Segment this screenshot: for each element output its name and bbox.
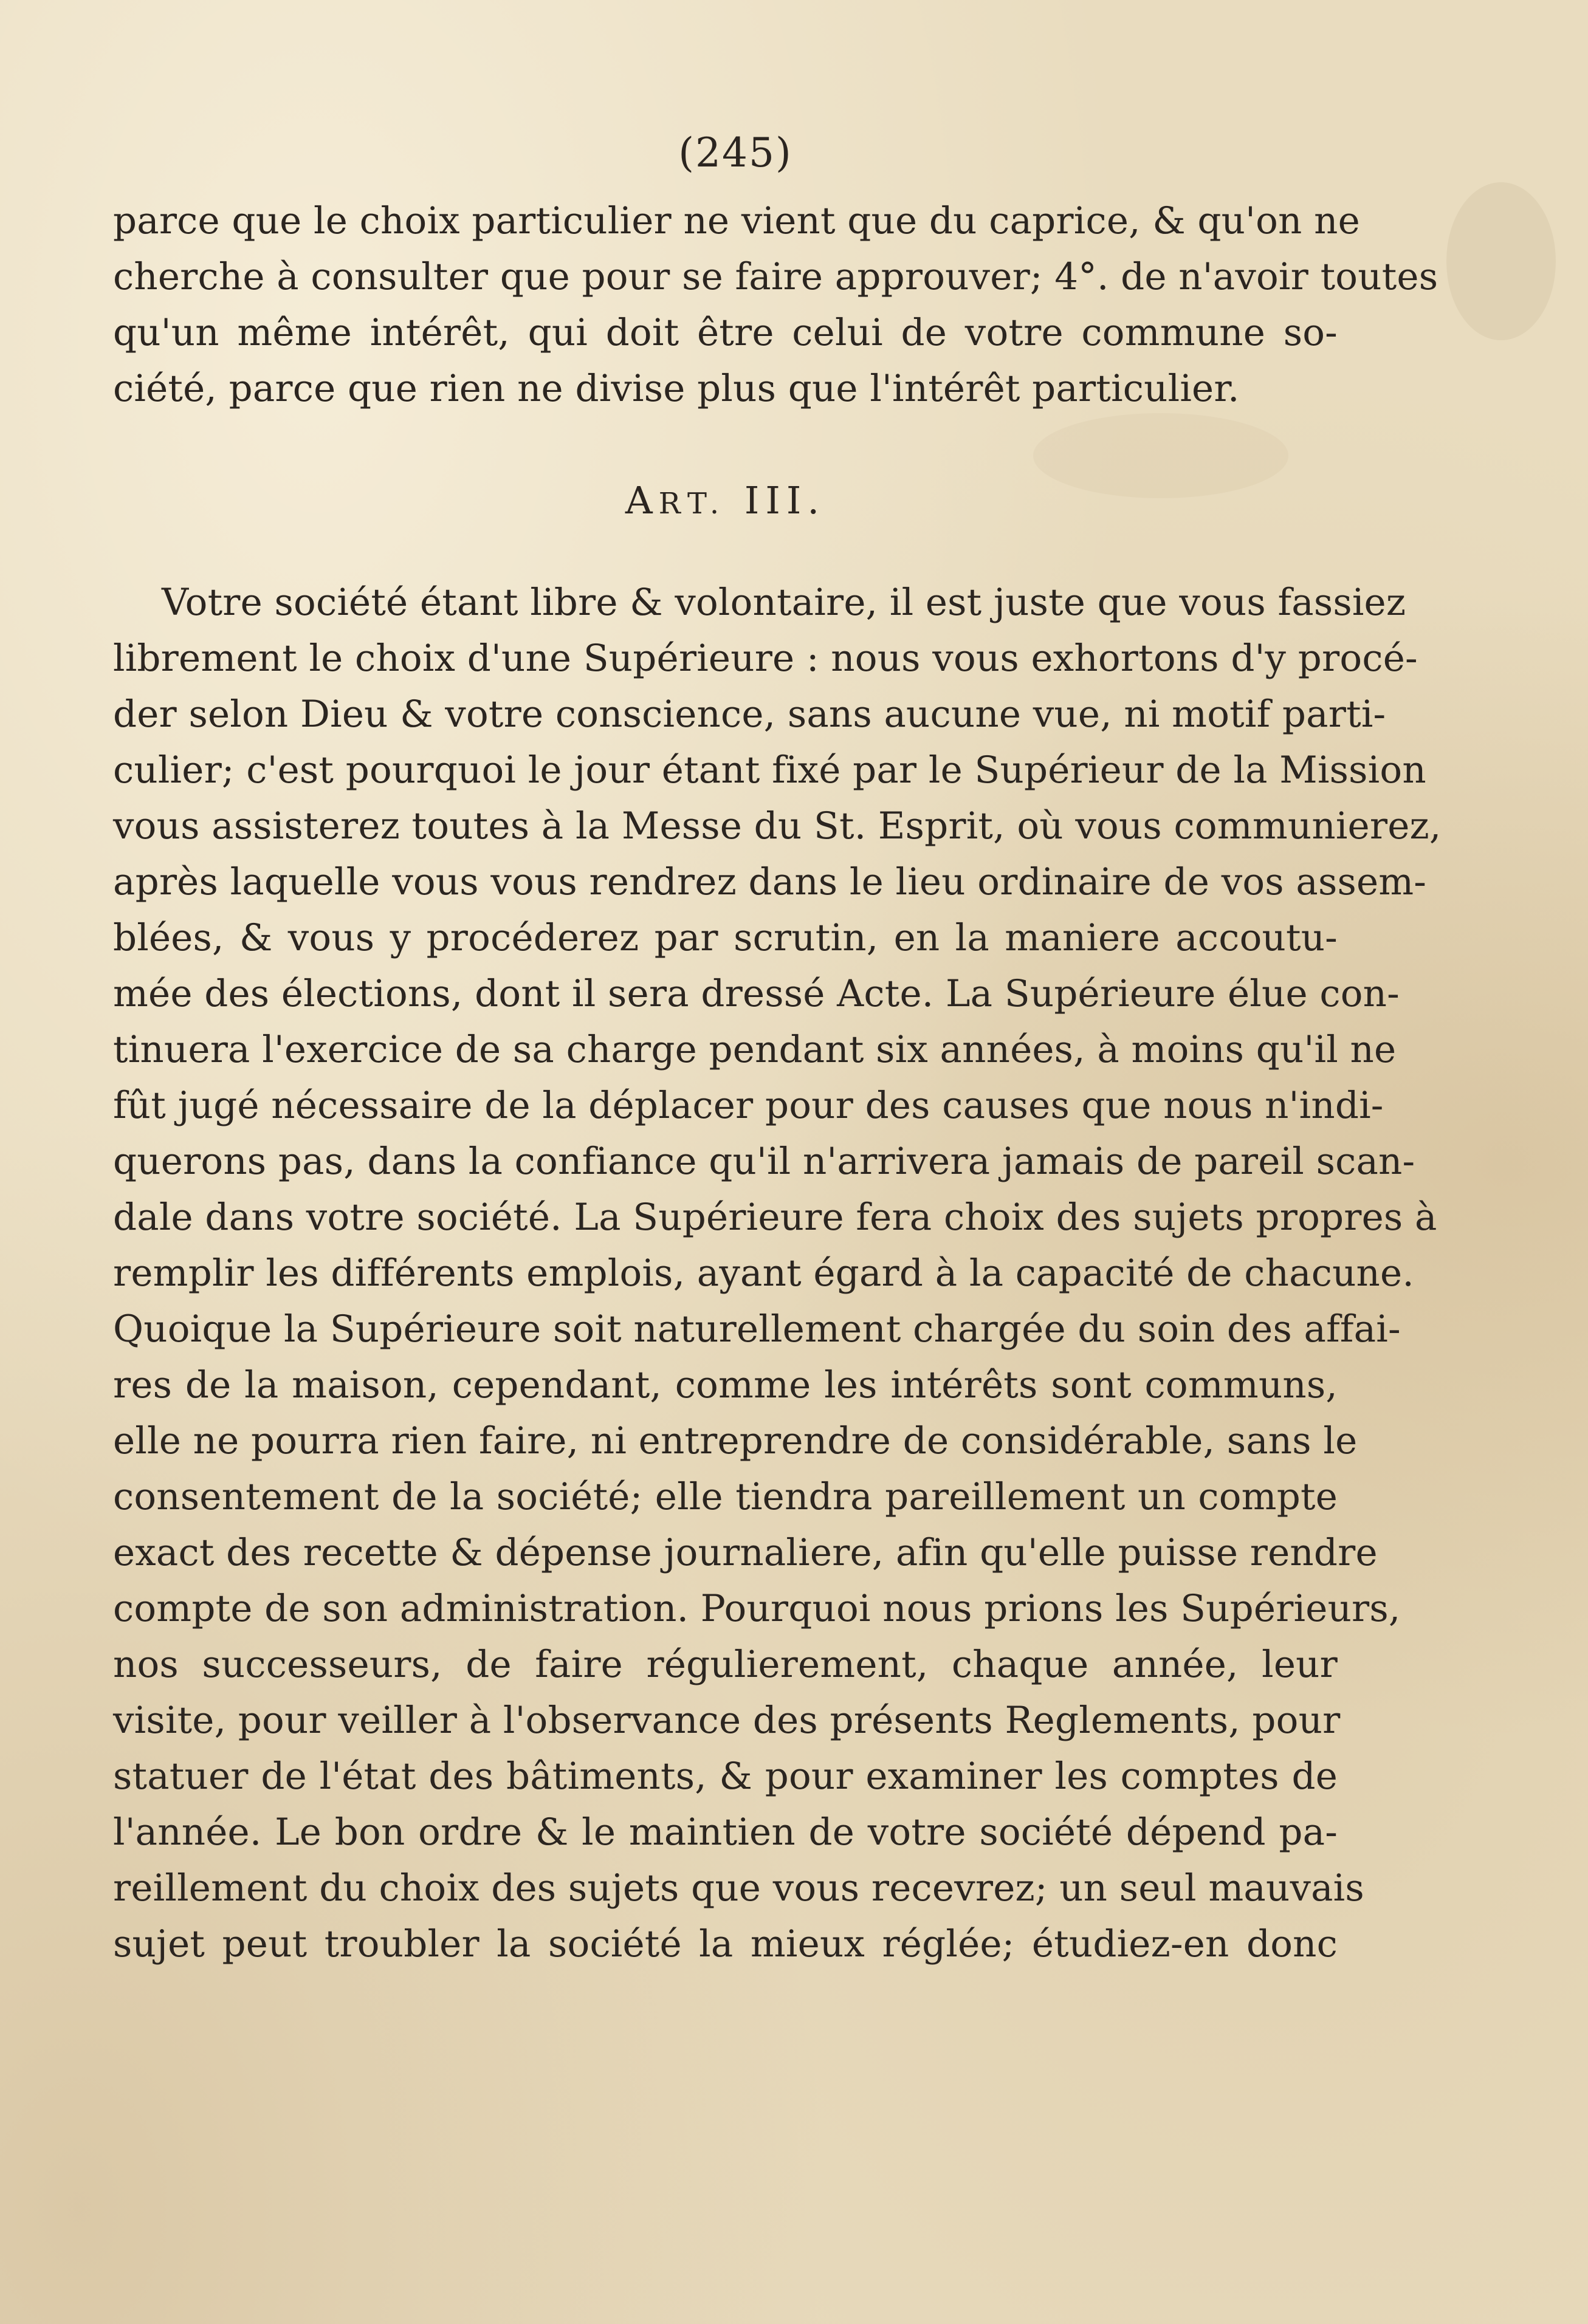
text-line: sujet peut troubler la société la mieux réglée; étudiez-en donc <box>113 1922 1338 1966</box>
article-heading-initial: A <box>625 478 659 523</box>
text-line: culier; c'est pourquoi le jour étant fixé par le Supérieur de la Mission <box>113 749 1426 792</box>
text-line: remplir les différents emplois, ayant égard à la capacité de chacune. <box>113 1252 1414 1295</box>
text-line: res de la maison, cependant, comme les intérêts sont communs, <box>113 1363 1338 1407</box>
text-line: librement le choix d'une Supérieure : nous vous exhortons d'y procé- <box>113 637 1418 680</box>
paper-stain <box>1446 182 1556 340</box>
text-line: exact des recette & dépense journaliere, afin qu'elle puisse rendre <box>113 1531 1378 1574</box>
article-heading-numeral: III. <box>744 478 826 523</box>
text-line: fût jugé nécessaire de la déplacer pour des causes que nous n'indi- <box>113 1084 1384 1127</box>
article-heading <box>113 473 1338 532</box>
text-line: visite, pour veiller à l'observance des présents Reglements, pour <box>113 1699 1341 1742</box>
paragraph-continued <box>113 193 1438 417</box>
text-line: Votre société étant libre & volontaire, il est juste que vous fassiez <box>162 581 1406 624</box>
text-line: reillement du choix des sujets que vous recevrez; un seul mauvais <box>113 1866 1364 1910</box>
text-line: der selon Dieu & votre conscience, sans aucune vue, ni motif parti- <box>113 693 1386 736</box>
text-line: parce que le choix particulier ne vient que du caprice, & qu'on ne <box>113 199 1360 242</box>
article-paragraph <box>113 575 1442 1972</box>
text-line: l'année. Le bon ordre & le maintien de votre société dépend pa- <box>113 1811 1338 1854</box>
text-line: après laquelle vous vous rendrez dans le lieu ordinaire de vos assem- <box>113 860 1427 903</box>
text-line: statuer de l'état des bâtiments, & pour examiner les comptes de <box>113 1755 1338 1798</box>
text-line: nos successeurs, de faire régulierement, chaque année, leur <box>113 1643 1338 1686</box>
text-line: qu'un même intérêt, qui doit être celui de votre commune so- <box>113 311 1338 354</box>
text-line: vous assisterez toutes à la Messe du St. Esprit, où vous communierez, <box>113 804 1442 848</box>
text-line: Quoique la Supérieure soit naturellement chargée du soin des affai- <box>113 1308 1401 1351</box>
text-line: consentement de la société; elle tiendra pareillement un compte <box>113 1475 1338 1518</box>
text-line: mée des élections, dont il sera dressé Acte. La Supérieure élue con- <box>113 972 1400 1015</box>
text-line: tinuera l'exercice de sa charge pendant six années, à moins qu'il ne <box>113 1028 1397 1071</box>
article-heading-word: RT. <box>658 487 727 521</box>
text-line: dale dans votre société. La Supérieure fera choix des sujets propres à <box>113 1196 1437 1239</box>
text-line: blées, & vous y procéderez par scrutin, en la maniere accoutu- <box>113 916 1338 959</box>
text-line: elle ne pourra rien faire, ni entreprendre de considérable, sans le <box>113 1419 1358 1462</box>
text-line: ciété, parce que rien ne divise plus que l'intérêt particulier. <box>113 367 1240 410</box>
text-line: compte de son administration. Pourquoi nous prions les Supérieurs, <box>113 1587 1401 1630</box>
text-line: cherche à consulter que pour se faire approuver; 4°. de n'avoir toutes <box>113 255 1438 298</box>
text-line: querons pas, dans la confiance qu'il n'arrivera jamais de pareil scan- <box>113 1140 1415 1183</box>
page-number: (245) <box>678 129 792 176</box>
